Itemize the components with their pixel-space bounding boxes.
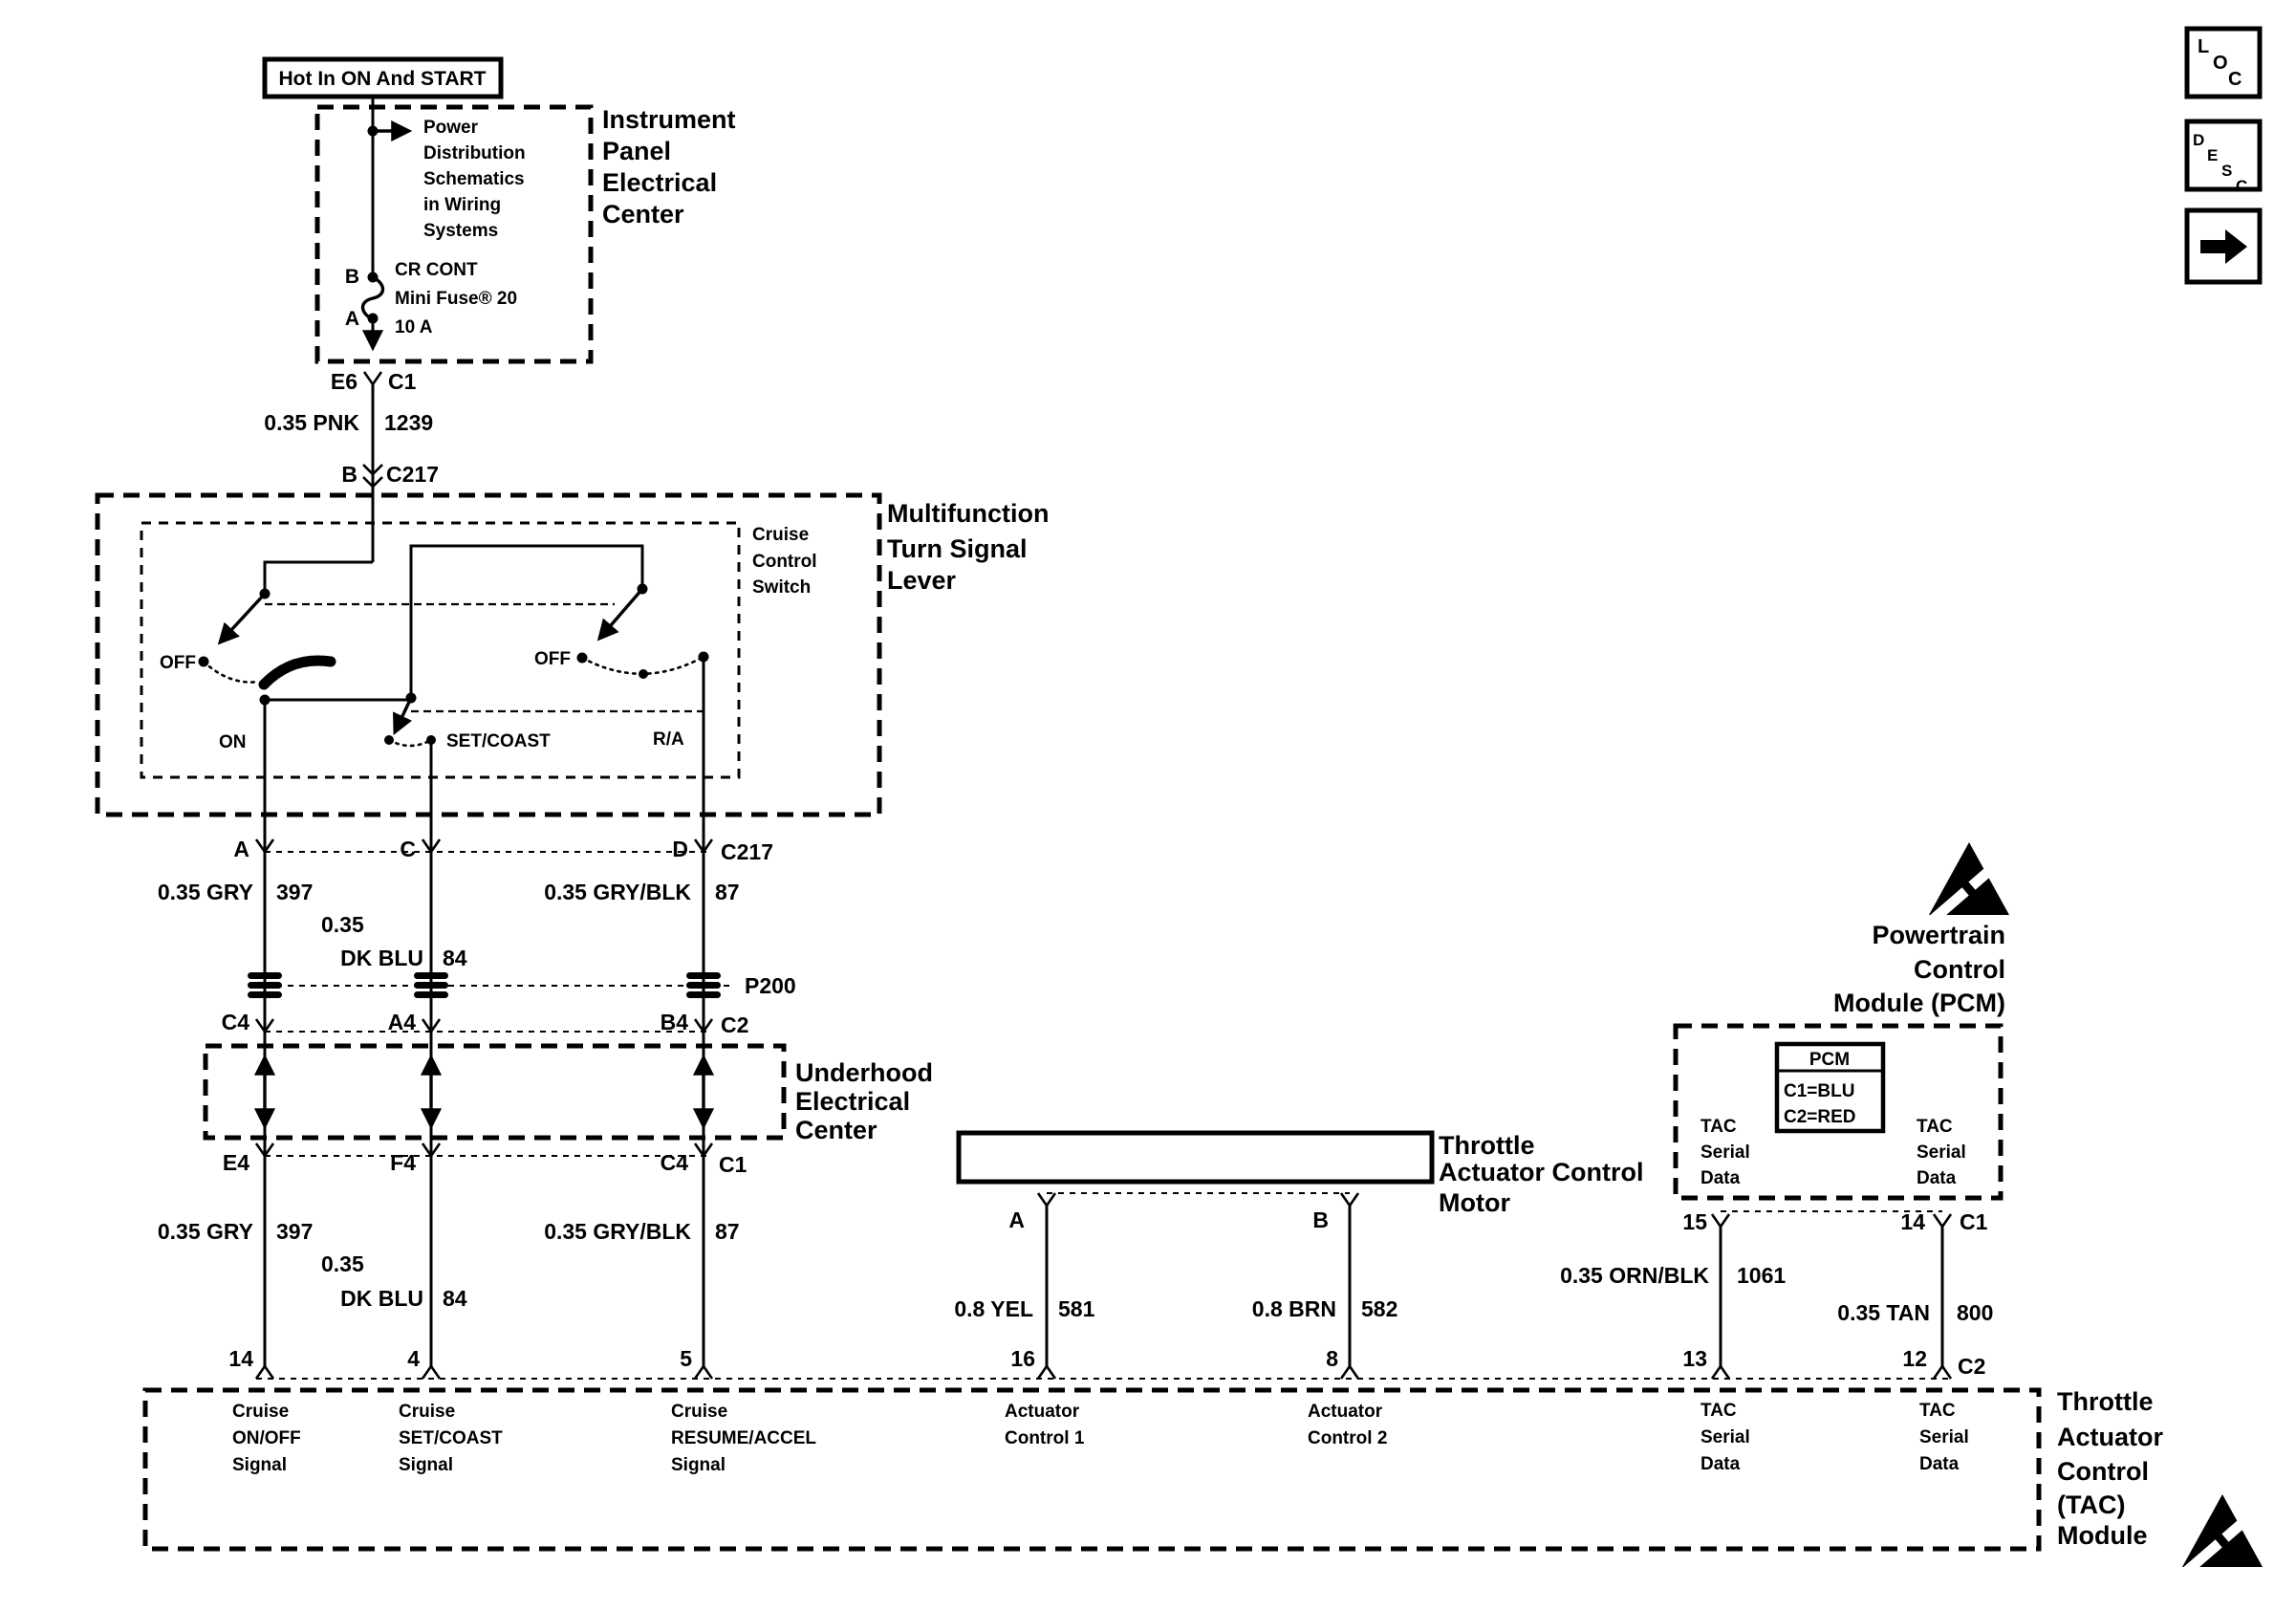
connector-row-c1 xyxy=(223,1143,747,1177)
tac-module-title: Module xyxy=(2057,1521,2148,1550)
connector-fork-icon xyxy=(1712,1366,1729,1379)
pcm-serial-label: Serial xyxy=(1917,1142,1966,1163)
tac-signal-label: Actuator xyxy=(1308,1402,1383,1422)
wire-label: DK BLU xyxy=(340,946,423,970)
cruise-switch-label: Switch xyxy=(752,577,812,598)
tac-module-title: Actuator xyxy=(2057,1423,2164,1451)
wire-label: 0.35 TAN xyxy=(1837,1300,1930,1325)
splice-icon xyxy=(248,972,282,998)
pin-8: 8 xyxy=(1326,1346,1338,1371)
contact-arc xyxy=(204,662,259,683)
connector-fork-icon xyxy=(1341,1366,1358,1379)
toolbar-buttons xyxy=(2187,29,2260,282)
pin-5: 5 xyxy=(680,1346,692,1371)
connector-row-c2 xyxy=(222,1010,749,1037)
dist-ref: in Wiring xyxy=(423,195,502,215)
cruise-switch-label: Cruise xyxy=(752,525,810,545)
wire-label: 0.35 GRY xyxy=(157,880,253,904)
pin-a: A xyxy=(233,837,249,861)
wire-circuit: 84 xyxy=(443,1286,467,1311)
pcm-title: Powertrain xyxy=(1872,921,2005,949)
loc-button-label[interactable]: LOC xyxy=(2198,36,2242,90)
tac-signal-label: RESUME/ACCEL xyxy=(671,1428,817,1448)
tac-signal-label: Cruise xyxy=(671,1402,728,1422)
pcm-title: Module (PCM) xyxy=(1833,989,2005,1017)
power-feed-section xyxy=(264,59,735,562)
tac-signal-label: Cruise xyxy=(399,1402,456,1422)
conn-c2: C2 xyxy=(721,1012,749,1037)
pin-a4: A4 xyxy=(387,1010,416,1034)
splice-icon xyxy=(414,972,448,998)
pin-12: 12 xyxy=(1902,1346,1927,1371)
mf-title: Turn Signal xyxy=(887,534,1028,563)
motor-label: Throttle xyxy=(1439,1131,1535,1160)
multifunction-switch-section xyxy=(97,495,1049,815)
dist-ref: Distribution xyxy=(423,143,526,163)
pin-13: 13 xyxy=(1682,1346,1707,1371)
connector-row-c217 xyxy=(233,837,773,864)
tac-signal-label: Cruise xyxy=(232,1402,290,1422)
splice-row xyxy=(248,972,796,998)
wire-label: 0.35 ORN/BLK xyxy=(1560,1263,1709,1288)
pin-14: 14 xyxy=(1900,1209,1925,1234)
pin-c: C xyxy=(400,837,416,861)
switch-arm-arrow xyxy=(220,594,265,642)
pcm-serial-label: TAC xyxy=(1700,1117,1737,1137)
off-right-label: OFF xyxy=(534,649,571,669)
wire-label: 0.35 GRY/BLK xyxy=(544,880,691,904)
connector-fork-icon xyxy=(1934,1214,1951,1227)
contact-arc xyxy=(389,740,431,746)
wire-pnk-label: 0.35 PNK xyxy=(264,410,359,435)
mf-title: Lever xyxy=(887,566,957,595)
switch-arm-arrow xyxy=(395,698,411,732)
next-button[interactable] xyxy=(2187,210,2260,282)
mid-contact-dot xyxy=(639,669,648,679)
wire-labels-lower xyxy=(158,1219,740,1311)
hot-label: Hot In ON And START xyxy=(278,68,487,90)
wire-circuit: 84 xyxy=(443,946,467,970)
wire-labels-upper xyxy=(158,880,740,970)
wire-label: 0.35 GRY/BLK xyxy=(544,1219,691,1244)
pin-c4: C4 xyxy=(660,1150,688,1175)
fuse-label: Mini Fuse® 20 xyxy=(395,289,518,309)
conn-c2: C2 xyxy=(1958,1354,1986,1379)
uec-label: Underhood xyxy=(795,1058,933,1087)
pin-c4: C4 xyxy=(221,1010,249,1034)
tac-module-title: Throttle xyxy=(2057,1387,2154,1416)
ra-label: R/A xyxy=(653,729,684,750)
connector-fork-icon xyxy=(695,1366,712,1379)
switch-arm-arrow xyxy=(599,589,642,639)
pcm-key-c1: C1=BLU xyxy=(1784,1081,1855,1101)
dist-ref: Power xyxy=(423,118,479,138)
pin-b: B xyxy=(1312,1208,1329,1232)
conn-c1: C1 xyxy=(1960,1209,1988,1234)
wire-label: 0.35 xyxy=(321,912,364,937)
uec-label: Center xyxy=(795,1116,877,1144)
cruise-switch-label: Control xyxy=(752,552,817,572)
fuse-pin-a: A xyxy=(344,308,359,330)
fuse-icon xyxy=(363,277,383,319)
wire-circuit: 582 xyxy=(1361,1296,1398,1321)
connector-fork-icon xyxy=(256,1366,273,1379)
connector-fork-icon xyxy=(1341,1193,1358,1206)
tac-signal-label: Control 1 xyxy=(1005,1428,1085,1448)
connector-fork-icon xyxy=(364,372,381,384)
pin-4: 4 xyxy=(407,1346,420,1371)
motor-label: Actuator Control xyxy=(1439,1158,1644,1186)
wire-label: 0.8 YEL xyxy=(954,1296,1033,1321)
esd-symbol-icon xyxy=(1929,842,2009,920)
vertical-wires xyxy=(265,657,1942,1366)
tac-signal-label: TAC xyxy=(1919,1401,1956,1421)
uec-label: Electrical xyxy=(795,1087,911,1116)
pcm-title: Control xyxy=(1914,955,2005,984)
fuse-pin-b: B xyxy=(344,266,359,288)
set-coast-label: SET/COAST xyxy=(446,731,551,751)
wire-circuit: 581 xyxy=(1058,1296,1095,1321)
tac-module-title: Control xyxy=(2057,1457,2149,1486)
tac-signal-label: SET/COAST xyxy=(399,1428,503,1448)
connector-fork-icon xyxy=(1038,1193,1055,1206)
throttle-motor-section xyxy=(954,1131,1643,1321)
mf-title: Multifunction xyxy=(887,499,1050,528)
tac-signal-label: Signal xyxy=(399,1455,454,1475)
underhood-box xyxy=(206,1046,784,1138)
tac-signal-label: Actuator xyxy=(1005,1402,1080,1422)
wire-label: DK BLU xyxy=(340,1286,423,1311)
wire-circuit: 397 xyxy=(276,1219,314,1244)
pin-f4: F4 xyxy=(390,1150,416,1175)
underhood-center-section xyxy=(206,1046,933,1144)
tac-signal-label: TAC xyxy=(1700,1401,1737,1421)
pin-b: B xyxy=(341,462,357,487)
tac-signal-label: Data xyxy=(1700,1454,1741,1474)
connector-fork-icon xyxy=(1038,1366,1055,1379)
on-label: ON xyxy=(219,732,247,752)
motor-label: Motor xyxy=(1439,1188,1510,1217)
lever-icon xyxy=(264,661,331,685)
tac-signal-label: ON/OFF xyxy=(232,1428,301,1448)
switch-feed-wire xyxy=(265,562,373,589)
conn-c1: C1 xyxy=(719,1152,747,1177)
pcm-serial-label: Serial xyxy=(1700,1142,1750,1163)
pin-16: 16 xyxy=(1010,1346,1035,1371)
wire-circuit: 87 xyxy=(715,880,740,904)
ipec-label: Electrical xyxy=(602,168,718,197)
conn-c217: C217 xyxy=(386,462,439,487)
pin-d: D xyxy=(672,837,688,861)
loc-button[interactable] xyxy=(2187,29,2260,97)
tac-signal-label: Data xyxy=(1919,1454,1960,1474)
pcm-key-title: PCM xyxy=(1809,1050,1851,1070)
conn-c1: C1 xyxy=(388,369,417,394)
splice-label: P200 xyxy=(745,973,796,998)
ipec-label: Panel xyxy=(602,137,672,165)
tac-signal-label: Control 2 xyxy=(1308,1428,1388,1448)
pin-e6: E6 xyxy=(330,369,357,394)
tac-signal-label: Signal xyxy=(671,1455,726,1475)
desc-button-label[interactable]: DESC xyxy=(2193,131,2248,195)
wire-label: 0.35 xyxy=(321,1251,364,1276)
wire-label: 0.8 BRN xyxy=(1251,1296,1336,1321)
connector-fork-icon xyxy=(422,1366,440,1379)
pin-e4: E4 xyxy=(222,1150,249,1175)
wire-circuit: 1061 xyxy=(1737,1263,1787,1288)
tac-signal-label: Serial xyxy=(1919,1427,1969,1447)
pin-14: 14 xyxy=(228,1346,253,1371)
splice-icon xyxy=(686,972,721,998)
tac-module-title: (TAC) xyxy=(2057,1490,2126,1519)
desc-button[interactable] xyxy=(2187,121,2260,195)
connector-fork-icon xyxy=(1934,1366,1951,1379)
tac-module-section xyxy=(145,1346,2263,1572)
dist-ref: Systems xyxy=(423,221,499,241)
motor-box xyxy=(959,1133,1432,1182)
off-left-label: OFF xyxy=(160,653,196,673)
esd-symbol-icon xyxy=(2182,1494,2263,1572)
pcm-serial-label: TAC xyxy=(1917,1117,1953,1137)
switch-bridge-wire xyxy=(265,546,642,700)
pin-b4: B4 xyxy=(660,1010,688,1034)
wire-circuit: 87 xyxy=(715,1219,740,1244)
fuse-label: CR CONT xyxy=(395,260,478,280)
tac-signal-label: Signal xyxy=(232,1455,288,1475)
pcm-serial-label: Data xyxy=(1917,1168,1957,1188)
ipec-label: Instrument xyxy=(602,105,736,134)
right-arrow-icon xyxy=(2200,229,2247,264)
pin-a: A xyxy=(1008,1208,1025,1232)
wire-circuit: 800 xyxy=(1957,1300,1994,1325)
ipec-label: Center xyxy=(602,200,684,228)
wire-pnk-circuit: 1239 xyxy=(384,410,434,435)
wire-label: 0.35 GRY xyxy=(157,1219,253,1244)
connector-fork-icon xyxy=(1712,1214,1729,1227)
tac-signal-label: Serial xyxy=(1700,1427,1750,1447)
dist-ref: Schematics xyxy=(423,169,525,189)
conn-c217: C217 xyxy=(721,839,773,864)
pin-15: 15 xyxy=(1682,1209,1707,1234)
pcm-serial-label: Data xyxy=(1700,1168,1741,1188)
pcm-key-c2: C2=RED xyxy=(1784,1107,1856,1127)
wire-circuit: 397 xyxy=(276,880,314,904)
fuse-label: 10 A xyxy=(395,317,433,337)
